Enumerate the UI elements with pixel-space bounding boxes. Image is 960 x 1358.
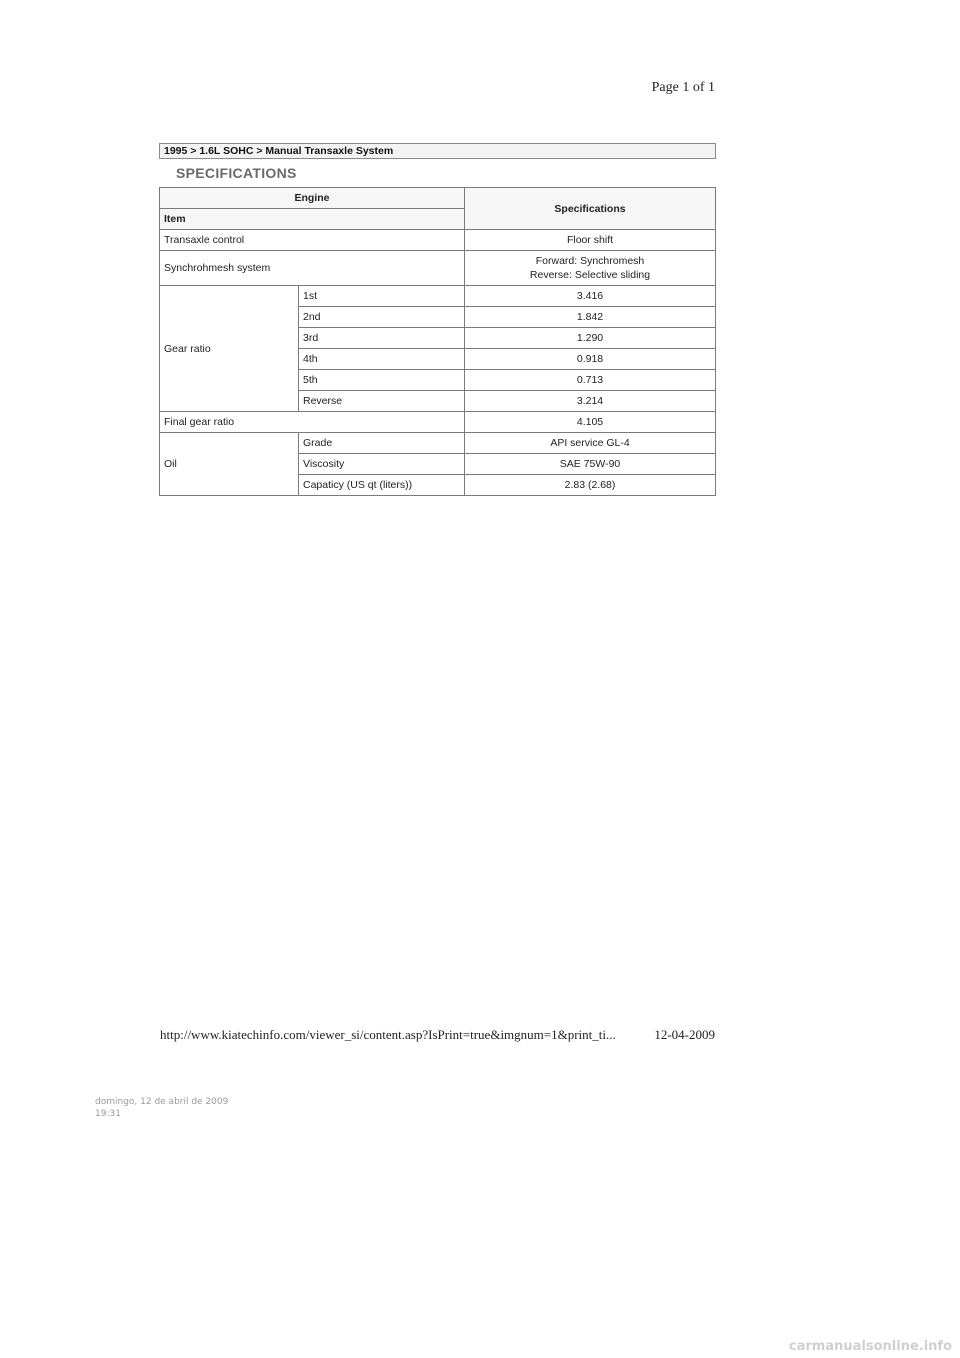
transaxle-control-value: Floor shift <box>465 230 716 251</box>
table-row <box>160 412 716 433</box>
gear-name: Reverse <box>299 391 465 412</box>
oil-value: 2.83 (2.68) <box>465 475 716 496</box>
capture-date: domingo, 12 de abril de 2009 <box>95 1097 229 1107</box>
source-url: http://www.kiatechinfo.com/viewer_si/content.asp?IsPrint=true&imgnum=1&print_ti... <box>160 1027 616 1042</box>
footer <box>160 1027 715 1043</box>
gear-name: 5th <box>299 370 465 391</box>
gear-value: 1.290 <box>465 328 716 349</box>
specifications-table <box>159 187 716 496</box>
synchromesh-value <box>465 251 716 286</box>
item-header: Item <box>160 209 465 230</box>
table-row <box>160 286 716 307</box>
table-row <box>160 251 716 286</box>
gear-ratio-label: Gear ratio <box>160 286 299 412</box>
oil-property: Viscosity <box>299 454 465 475</box>
synchromesh-forward: Forward: Synchromesh <box>535 255 645 267</box>
table-row <box>160 433 716 454</box>
oil-property: Capaticy (US qt (liters)) <box>299 475 465 496</box>
gear-name: 3rd <box>299 328 465 349</box>
oil-label: Oil <box>160 433 299 496</box>
engine-header: Engine <box>160 188 465 209</box>
gear-name: 1st <box>299 286 465 307</box>
gear-name: 2nd <box>299 307 465 328</box>
synchromesh-reverse: Reverse: Selective sliding <box>529 269 651 281</box>
breadcrumb: 1995 > 1.6L SOHC > Manual Transaxle System <box>159 143 716 159</box>
gear-value: 3.416 <box>465 286 716 307</box>
table-row <box>160 230 716 251</box>
capture-timestamp <box>95 1096 228 1120</box>
oil-value: SAE 75W-90 <box>465 454 716 475</box>
gear-value: 1.842 <box>465 307 716 328</box>
transaxle-control-label: Transaxle control <box>160 230 465 251</box>
capture-time: 19:31 <box>95 1109 121 1119</box>
gear-value: 3.214 <box>465 391 716 412</box>
synchromesh-label: Synchrohmesh system <box>160 251 465 286</box>
gear-value: 0.918 <box>465 349 716 370</box>
section-title: SPECIFICATIONS <box>176 165 297 181</box>
watermark: carmanualsonline.info <box>788 1339 952 1354</box>
oil-property: Grade <box>299 433 465 454</box>
final-gear-value: 4.105 <box>465 412 716 433</box>
page-number: Page 1 of 1 <box>651 80 715 95</box>
gear-value: 0.713 <box>465 370 716 391</box>
gear-name: 4th <box>299 349 465 370</box>
print-date: 12-04-2009 <box>654 1027 715 1042</box>
specifications-header: Specifications <box>465 188 716 230</box>
table-row <box>160 188 716 209</box>
final-gear-label: Final gear ratio <box>160 412 465 433</box>
oil-value: API service GL-4 <box>465 433 716 454</box>
